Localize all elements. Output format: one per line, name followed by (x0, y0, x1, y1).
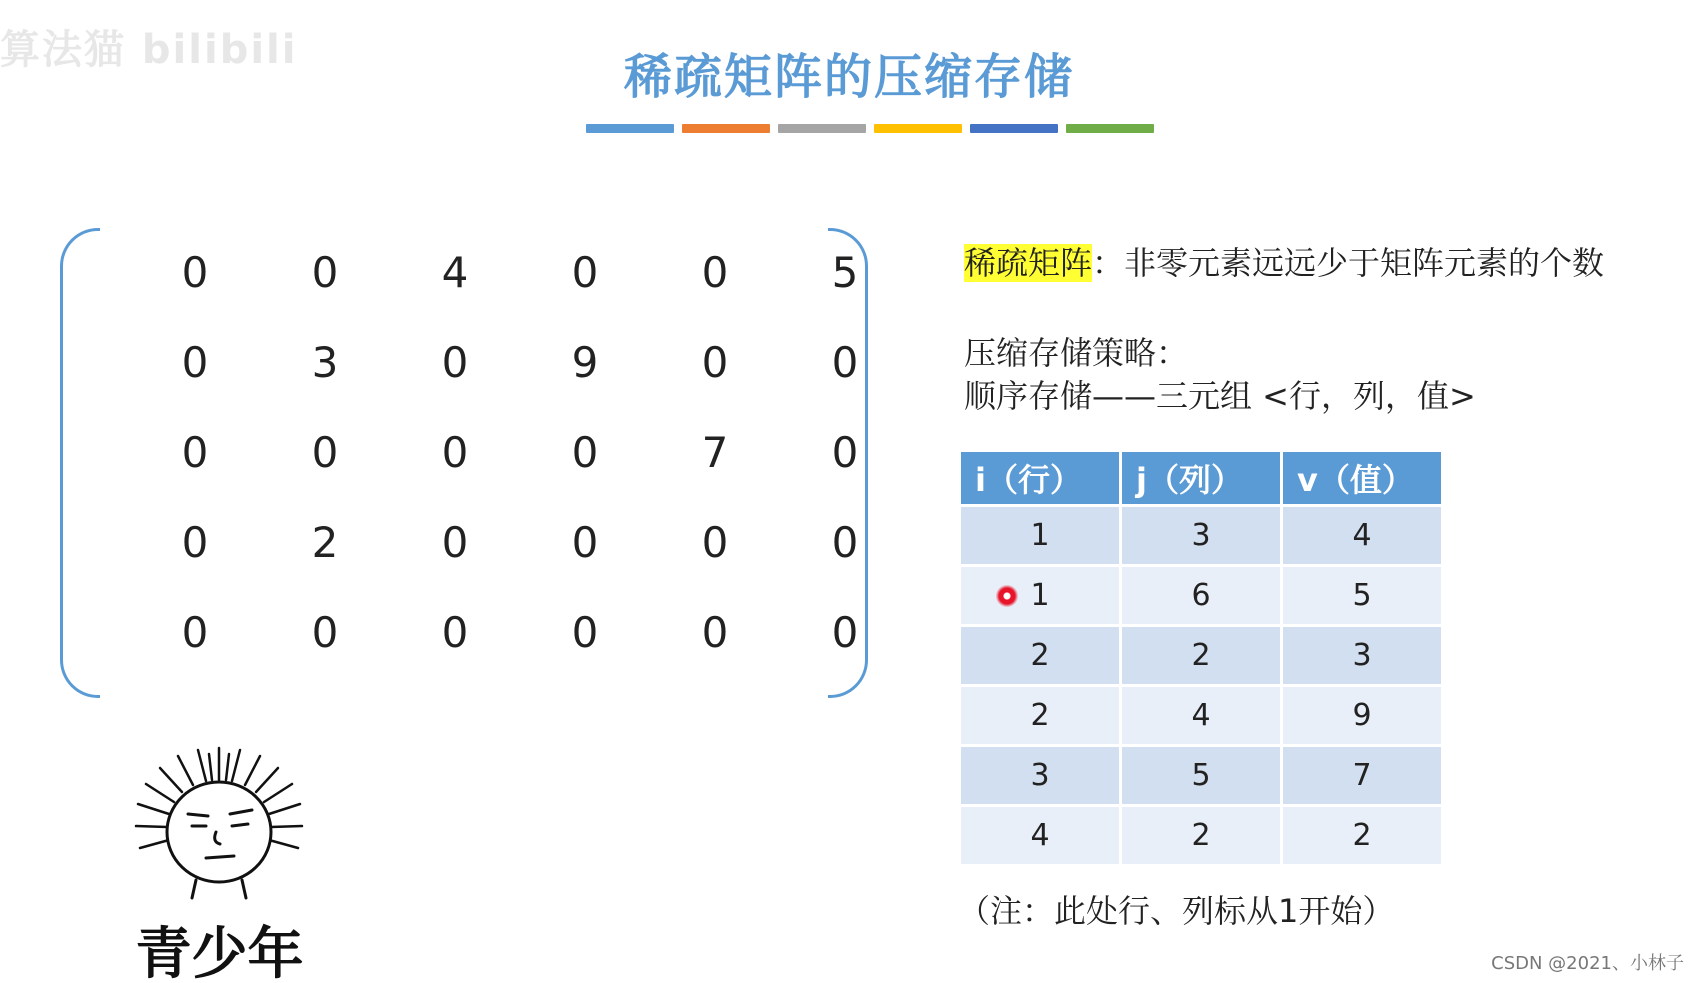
table-cell: 3 (1283, 627, 1441, 684)
table-row (961, 807, 1441, 864)
matrix-cell: 0 (571, 428, 599, 477)
color-bar-6 (1066, 124, 1154, 133)
title-color-bars (586, 124, 1154, 133)
meme-sticker (102, 740, 337, 983)
matrix-cell: 9 (571, 338, 599, 387)
matrix-grid (110, 228, 859, 698)
matrix-cell: 0 (181, 608, 209, 657)
matrix-cell: 0 (571, 518, 599, 567)
table-cell: 1 (961, 507, 1119, 564)
table-cell: 5 (1122, 747, 1280, 804)
matrix-cell: 0 (571, 608, 599, 657)
table-cell: 3 (961, 747, 1119, 804)
color-bar-5 (970, 124, 1058, 133)
matrix-cell: 0 (181, 518, 209, 567)
table-note: （注：此处行、列标从1开始） (958, 892, 1395, 930)
matrix-cell: 0 (701, 518, 729, 567)
table-header: v（值） (1283, 452, 1441, 504)
meme-caption: 青少年 (135, 922, 304, 983)
table-cell: 2 (1283, 807, 1441, 864)
page-title: 稀疏矩阵的压缩存储 (623, 49, 1074, 105)
table-cell: 9 (1283, 687, 1441, 744)
spiky-face-icon (132, 740, 307, 915)
table-row (961, 747, 1441, 804)
matrix-left-bracket (60, 228, 100, 698)
matrix-cell: 0 (441, 338, 469, 387)
pointer-cursor-icon (996, 585, 1018, 607)
color-bar-3 (778, 124, 866, 133)
definition-line (964, 238, 1604, 284)
table-header: j（列） (1122, 452, 1280, 504)
table-cell: 4 (961, 807, 1119, 864)
table-cell: 2 (1122, 807, 1280, 864)
matrix-cell: 0 (181, 248, 209, 297)
table-row (961, 687, 1441, 744)
table-cell: 2 (961, 627, 1119, 684)
table-cell: 7 (1283, 747, 1441, 804)
table-cell: 4 (1283, 507, 1441, 564)
triples-table (958, 449, 1444, 867)
table-row (961, 567, 1441, 624)
matrix-cell: 0 (701, 248, 729, 297)
matrix-cell: 4 (441, 248, 469, 297)
bilibili-watermark: 算法猫 bilibili (0, 27, 298, 73)
matrix-cell: 0 (181, 428, 209, 477)
table-cell: 5 (1283, 567, 1441, 624)
matrix-cell: 0 (441, 518, 469, 567)
table-header: i（行） (961, 452, 1119, 504)
matrix-cell: 0 (441, 428, 469, 477)
matrix-cell: 7 (701, 428, 729, 477)
color-bar-1 (586, 124, 674, 133)
color-bar-4 (874, 124, 962, 133)
matrix-cell: 5 (831, 248, 859, 297)
matrix-cell: 0 (311, 608, 339, 657)
matrix-cell: 0 (831, 518, 859, 567)
strategy-heading: 压缩存储策略： (964, 334, 1189, 372)
definition-text: ：非零元素远远少于矩阵元素的个数 (1092, 244, 1605, 282)
table-cell: 2 (1122, 627, 1280, 684)
matrix-cell: 0 (441, 608, 469, 657)
matrix-cell: 0 (311, 428, 339, 477)
matrix-cell: 0 (311, 248, 339, 297)
matrix-cell: 0 (701, 338, 729, 387)
matrix-cell: 0 (181, 338, 209, 387)
table-cell: 2 (961, 687, 1119, 744)
table-cell: 4 (1122, 687, 1280, 744)
highlighted-term: 稀疏矩阵 (964, 244, 1093, 282)
color-bar-2 (682, 124, 770, 133)
matrix-cell: 0 (571, 248, 599, 297)
matrix-cell: 0 (831, 608, 859, 657)
table-header-row (961, 452, 1441, 504)
matrix-cell: 0 (831, 338, 859, 387)
matrix-cell: 3 (311, 338, 339, 387)
csdn-credit: CSDN @2021、小林子 (1491, 953, 1684, 974)
strategy-description: 顺序存储——三元组 <行，列，值> (964, 377, 1476, 415)
matrix-cell: 0 (701, 608, 729, 657)
sparse-matrix (60, 228, 868, 698)
table-cell: 3 (1122, 507, 1280, 564)
table-row (961, 507, 1441, 564)
table-cell: 1 (961, 567, 1119, 624)
table-cell: 6 (1122, 567, 1280, 624)
matrix-cell: 0 (831, 428, 859, 477)
table-row (961, 627, 1441, 684)
matrix-cell: 2 (311, 518, 339, 567)
